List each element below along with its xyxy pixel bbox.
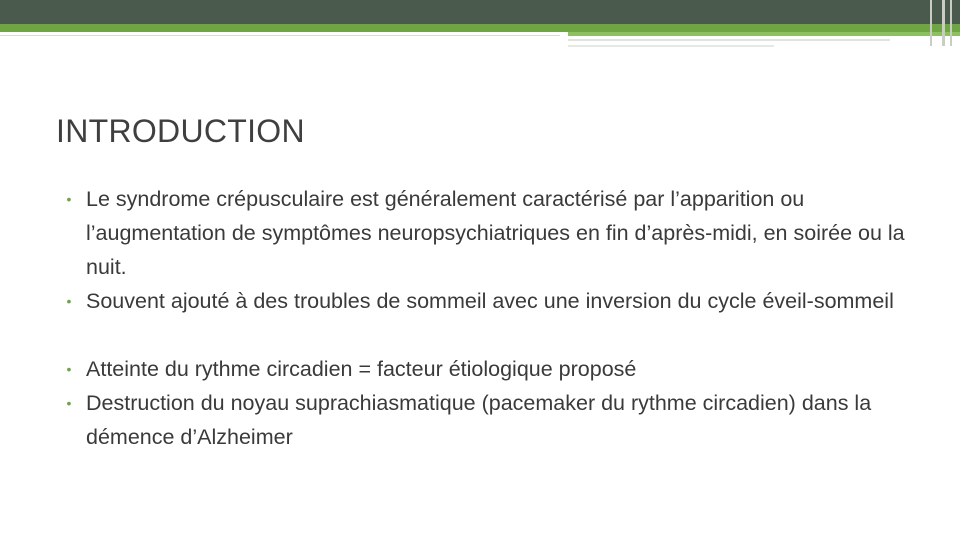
header-vertical-line xyxy=(930,0,932,46)
paragraph-spacer xyxy=(58,318,918,352)
header-accent-line xyxy=(568,32,960,36)
bullet-item xyxy=(58,182,918,284)
header-band-dark xyxy=(0,0,960,24)
header-band-green xyxy=(0,24,960,32)
header-divider-line xyxy=(0,35,560,36)
bullet-text: Le syndrome crépusculaire est généralement caractérisé par l’apparition ou l’augmentation de symptômes neuropsychiatriques en fin d’après-midi, en soirée ou la nuit. xyxy=(86,187,905,279)
bullet-item xyxy=(58,352,918,386)
bullet-dot-icon: • xyxy=(66,191,72,207)
bullet-text: Souvent ajouté à des troubles de sommeil avec une inversion du cycle éveil-sommeil xyxy=(86,289,894,313)
slide-title: INTRODUCTION xyxy=(56,113,305,149)
header-divider-line xyxy=(568,39,890,41)
bullet-dot-icon: • xyxy=(66,293,72,309)
bullet-text: Destruction du noyau suprachiasmatique (pacemaker du rythme circadien) dans la démence d’Alzheimer xyxy=(86,391,872,449)
slide-body xyxy=(58,182,918,454)
bullet-text: Atteinte du rythme circadien = facteur étiologique proposé xyxy=(86,357,637,381)
header-vertical-line xyxy=(950,0,952,46)
bullet-item xyxy=(58,386,918,454)
bullet-dot-icon: • xyxy=(66,395,72,411)
bullet-item xyxy=(58,284,918,318)
header-divider-line xyxy=(568,45,774,47)
header-vertical-line xyxy=(942,0,945,46)
bullet-dot-icon: • xyxy=(66,361,72,377)
